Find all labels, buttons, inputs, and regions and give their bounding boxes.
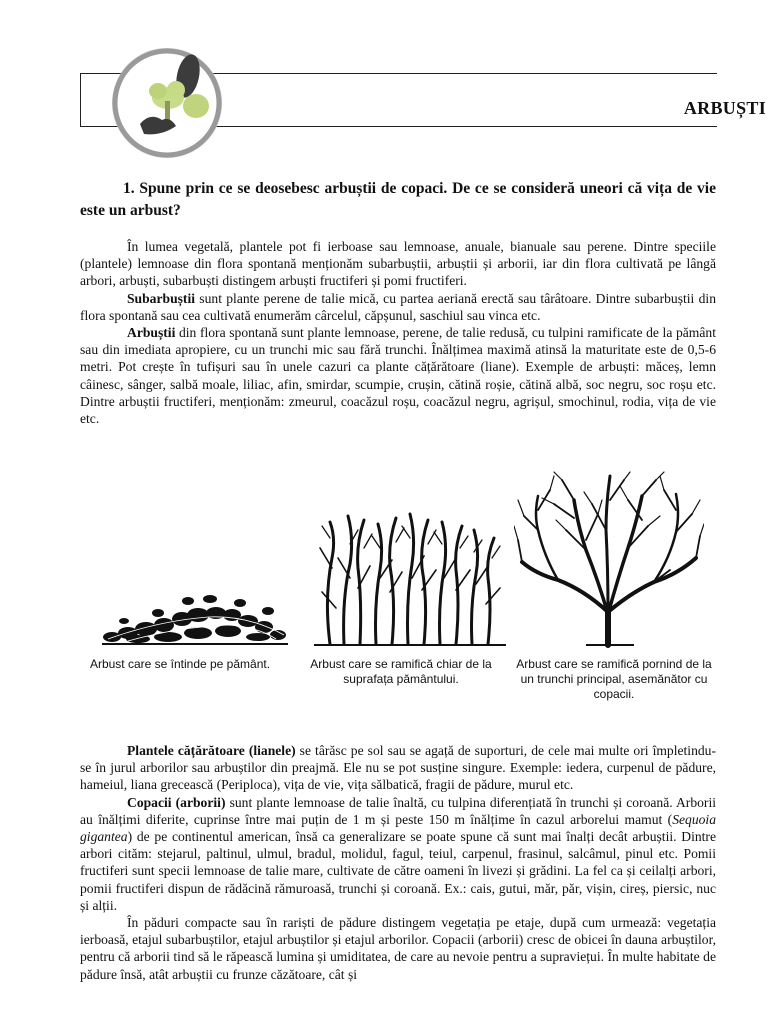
paragraph: Arbuștii din flora spontană sunt plante lemnoase, perene, de talie redusă, cu tulpini ramificate de la pământ sau din imediata apropiere, cu un trunchi mic sau fără trunchi. Înălțimea maximă atinsă la maturitate este de 0,5-6 metri. Pot crește în tufișuri sau în unele cazuri ca plante cățărătoare (liane). Exemple de arbuști: măceș, lemn câinesc, sânger, salbă moale, liliac, afin, smirdar, scumpie, crușin, cătină roșie, cătină albă, soc negru, soc roșu etc. Dintre arbuștii fructiferi, menționăm: zmeurul, coacăzul roșu, coacăzul negru, agrișul, smochinul, rodia, vița de vie etc. [80,325,716,427]
figure-caption: Arbust care se ramifică chiar de la suprafața pământului. [310,657,492,686]
paragraph: În păduri compacte sau în rariști de pădure distingem vegetația pe etaje, după cum urmează: vegetația ierboasă, etajul subarbuștilor, etajul arbuștilor și etajul arborilor. Copacii (arborii) cresc de obicei în dauna arbuștilor, pentru că arborii tind să le răpească lumina și umiditatea, de care au nevoie pentru a supraviețui. În multe habitate de pădure însă, atât arbuștii cu frunze căzătoare, cât și [80,915,716,982]
paragraph: Plantele cățărătoare (lianele) se târăsc pe sol sau se agață de suporturi, de cele mai multe ori împletindu-se în jurul arborilor sau arbuștilor din preajmă. Ele nu se pot susține singure. Exemple: iedera, curpenul de pădure, hameiul, liana grecească (Periploca), vița de vie, vița sălbatică, fragii de pădure, murul etc. [80,743,717,793]
paragraph: Copacii (arborii) sunt plante lemnoase de talie înaltă, cu tulpina diferențiată în trunchi și coroană. Arborii au înălțimi diferite, cuprinse între mai puțin de 1 m și peste 150 m înălțime în cazul arborelui mamut (Sequoia gigantea) de pe continentul american, însă ca generalizare se poate spune că sunt mai înalți decât arbuștii. Dintre arbori cităm: stejarul, paltinul, ulmul, bradul, molidul, fagul, teiul, carpenul, frasinul, salcâmul, pinul etc. Pomii fructiferi sunt specii lemnoase de talie mare, cultivate de către oameni în livezi și grădini. La fel ca și ceilalți arbori, pomii fructiferi dispun de rădăcină rămuroasă, trunchi și coroană. Ex.: cais, gutui, măr, păr, vișin, cireș, piersic, nuc și alții. [80,794,716,913]
ground-branching-shrub-illustration [310,508,510,650]
figure-caption: Arbust care se întinde pe pământ. [89,657,271,671]
intro-section [80,238,716,427]
tree-like-shrub-illustration [514,470,704,650]
shrub-badge-icon [110,46,224,160]
body-section [80,742,716,983]
page-title: ARBUȘTI [683,98,766,118]
paragraph: În lumea vegetală, plantele pot fi ierboase sau lemnoase, anuale, bianuale sau perene. Dintre speciile (plantele) lemnoase din flora spontană menționăm subarbuștii, arbuștii și arborii, iar din flora cultivată pe lângă arbori, arbuști, subarbuști distingem arbuști fructiferi și pomi fructiferi. [80,239,716,289]
figure-caption: Arbust care se ramifică pornind de la un trunchi principal, asemănător cu copacii. [516,657,712,701]
paragraph: Subarbuștii sunt plante perene de talie mică, cu partea aeriană erectă sau târâtoare. Dintre subarbuștii din flora spontană sau cea cultivată enumerăm cârcelul, căpșunul, saschiul sau vinca etc. [80,290,716,323]
question-heading: 1. Spune prin ce se deosebesc arbuștii de copaci. De ce se consideră uneori că vița de vie este un arbust? [80,180,716,219]
spreading-shrub-illustration [98,555,294,650]
